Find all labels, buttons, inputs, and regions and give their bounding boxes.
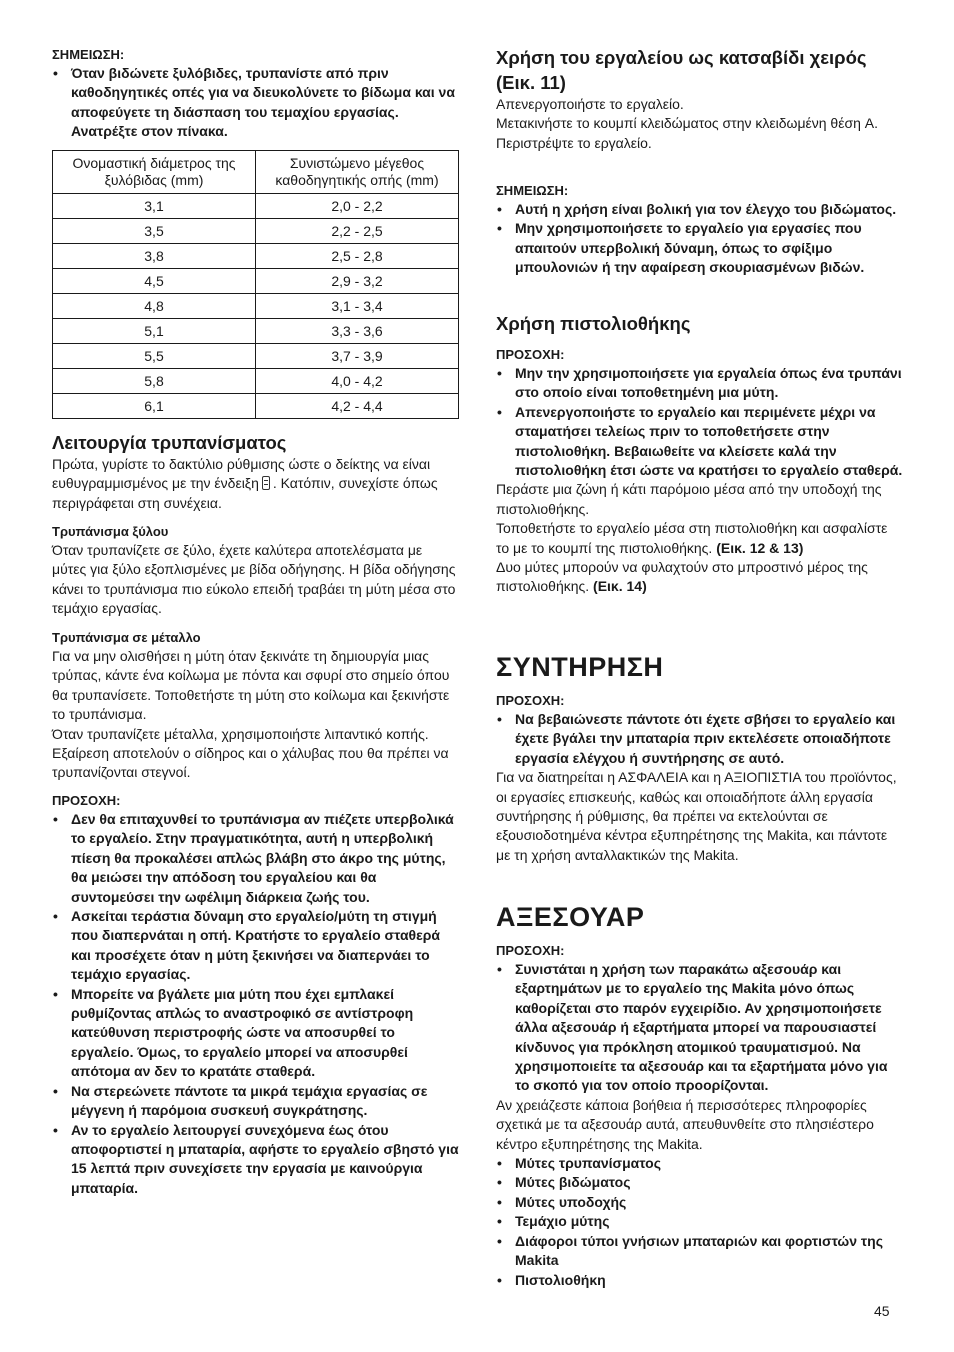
holster-caution-block	[496, 346, 903, 597]
drill-mode-icon	[262, 476, 270, 490]
table-row	[53, 344, 459, 369]
holster-title: Χρήση πιστολιοθήκης	[496, 313, 691, 334]
note-item: • Όταν βιδώνετε ξυλόβιδες, τρυπανίστε από πριν καθοδηγητικές οπές για να διευκολύνετε το βίδωμα και να αποφεύγετε τη διάσπαση του τεμαχίου εργασίας. Ανατρέξτε στον πίνακα.	[52, 64, 459, 142]
caution-list	[52, 810, 459, 1198]
table-header-screw-diameter: Ονομαστική διάμετρος της ξυλόβιδας (mm)	[53, 151, 256, 194]
holster-text-2	[496, 519, 903, 558]
table-header-pilot-hole: Συνιστώμενο μέγεθος καθοδηγητικής οπής (mm)	[256, 151, 459, 194]
accessories-list	[496, 1154, 903, 1290]
cell-pilot-hole: 3,1 - 3,4	[256, 294, 459, 319]
accessories-section	[496, 901, 903, 933]
cell-pilot-hole: 2,5 - 2,8	[256, 244, 459, 269]
drilling-caution-block	[52, 792, 459, 1198]
holster-text-3-body: Δυο μύτες μπορούν να φυλαχτούν στο μπροστινό μέρος της πιστολιοθήκης.	[496, 559, 868, 595]
metal-text-1: Για να μην ολισθήσει η μύτη όταν ξεκινάτε τη δημιουργία μιας τρύπας, κάντε ένα κοίλωμα με πόντα και σφυρί στο σημείο όπου θα τρυπανίσετε. Τοποθετήστε τη μύτη στο κοίλωμα και ξεκινήστε το τρυπάνισμα.	[52, 648, 450, 723]
caution-label: ΠΡΟΣΟΧΗ:	[496, 943, 565, 958]
metal-label: Τρυπάνισμα σε μέταλλο	[52, 630, 201, 645]
cell-pilot-hole: 2,2 - 2,5	[256, 219, 459, 244]
holster-text-2-body: Τοποθετήστε το εργαλείο μέσα στη πιστολιοθήκη και ασφαλίστε το με το κουμπί της πιστολιοθήκης.	[496, 520, 888, 556]
metal-drilling-block	[52, 629, 459, 783]
drilling-intro	[52, 455, 459, 513]
note-item: • Μην χρησιμοποιήσετε το εργαλείο για εργασίες που απαιτούν υπερβολική δύναμη, όπως το σφίξιμο μπουλονιών ή την αφαίρεση σκουριασμένων βιδών.	[496, 219, 903, 277]
accessory-item: • Διάφοροι τύποι γνήσιων μπαταριών και φορτιστών της Makita	[496, 1232, 903, 1271]
note-label: ΣΗΜΕΙΩΣΗ:	[496, 183, 569, 198]
caution-list	[496, 364, 903, 480]
maintenance-title: ΣΥΝΤΗΡΗΣΗ	[496, 652, 664, 682]
cell-screw-diameter: 5,1	[53, 319, 256, 344]
table-body	[53, 194, 459, 419]
pilot-hole-table-block	[52, 150, 459, 419]
screwdriver-note-block	[496, 182, 903, 278]
caution-item: • Να βεβαιώνεστε πάντοτε ότι έχετε σβήσει το εργαλείο και έχετε βγάλει την μπαταρία πριν εκτελέσετε οποιαδήποτε εργασία ελέγχου ή συντήρησης σε αυτό.	[496, 710, 903, 768]
maintenance-section	[496, 651, 903, 683]
drilling-intro-text-a: Πρώτα, γυρίστε το δακτύλιο ρύθμισης ώστε ο δείκτης να είναι ευθυγραμμισμένος με την ένδειξη	[52, 456, 431, 492]
metal-text-2: Όταν τρυπανίζετε μέταλλα, χρησιμοποιήστε λιπαντικό κοπής. Εξαίρεση αποτελούν ο σίδηρος και ο χάλυβας που θα πρέπει να τρυπανίζονται στεγνοί.	[52, 725, 449, 781]
cell-pilot-hole: 3,3 - 3,6	[256, 319, 459, 344]
cell-screw-diameter: 3,5	[53, 219, 256, 244]
drilling-section	[52, 430, 459, 513]
caution-item: • Μην την χρησιμοποιήσετε για εργαλεία όπως ένα τρυπάνι στο οποίο είναι τοποθετημένη μια μύτη.	[496, 364, 903, 403]
cell-pilot-hole: 2,0 - 2,2	[256, 194, 459, 219]
accessories-text: Αν χρειάζεστε κάποια βοήθεια ή περισσότερες πληροφορίες σχετικά με τα αξεσουάρ αυτά, απευθυνθείτε στο πλησιέστερο κέντρο εξυπηρέτησης της Makita.	[496, 1096, 874, 1152]
cell-screw-diameter: 4,8	[53, 294, 256, 319]
maintenance-text: Για να διατηρείται η ΑΣΦΑΛΕΙΑ και η ΑΞΙΟΠΙΣΤΙΑ του προϊόντος, οι εργασίες επισκευής, καθώς και οποιαδήποτε άλλη εργασία συντήρησης ή ρύθμισης, θα πρέπει να εκτελούνται σε εξουσιοδοτημένα κέντρα εξυπηρέτησης της Makita, και πάντοτε με τη χρήση ανταλλακτικών της Makita.	[496, 769, 897, 863]
accessory-item: • Μύτες τρυπανίσματος	[496, 1154, 903, 1173]
cell-screw-diameter: 4,5	[53, 269, 256, 294]
figure-ref: (Εικ. 14)	[593, 578, 647, 595]
caution-label: ΠΡΟΣΟΧΗ:	[496, 347, 565, 362]
holster-text-3	[496, 558, 903, 597]
caution-item: • Ασκείται τεράστια δύναμη στο εργαλείο/μύτη τη στιγμή που διαπερνάται η οπή. Κρατήστε το εργαλείο σταθερά και προσέχετε όταν η μύτη ξεκινήσει να διαπερνάει το τεμάχιο εργασίας.	[52, 907, 459, 985]
accessory-item: • Μύτες υποδοχής	[496, 1193, 903, 1212]
wood-text: Όταν τρυπανίζετε σε ξύλο, έχετε καλύτερα αποτελέσματα με μύτες για ξύλο εξοπλισμένες με βίδα οδήγησης. Η βίδα οδήγησης κάνει το τρυπάνισμα πιο εύκολο επειδή τραβάει τη μύτη μέσα στο τεμάχιο εργασίας.	[52, 542, 456, 617]
maintenance-caution-block	[496, 692, 903, 865]
accessory-item: • Μύτες βιδώματος	[496, 1173, 903, 1192]
pilot-hole-table	[52, 150, 459, 419]
table-header-row	[53, 151, 459, 194]
table-row	[53, 369, 459, 394]
caution-label: ΠΡΟΣΟΧΗ:	[496, 693, 565, 708]
table-row	[53, 294, 459, 319]
cell-pilot-hole: 3,7 - 3,9	[256, 344, 459, 369]
caution-item: • Συνιστάται η χρήση των παρακάτω αξεσουάρ και εξαρτημάτων με το εργαλείο της Makita μόνο όπως καθορίζεται στο παρόν εγχειρίδιο. Αν χρησιμοποιήσετε άλλα αξεσουάρ ή εξαρτήματα μπορεί να παρουσιαστεί κίνδυνος για πρόκληση ατομικού τραυματισμού. Να χρησιμοποιείτε τα αξεσουάρ και τα εξαρτήματα μόνο για το σκοπό για τον οποίο προορίζονται.	[496, 960, 903, 1096]
note-label: ΣΗΜΕΙΩΣΗ:	[52, 47, 125, 62]
caution-item: • Να στερεώνετε πάντοτε τα μικρά τεμάχια εργασίας σε μέγγενη ή παρόμοια συσκευή συγκράτησης.	[52, 1082, 459, 1121]
caution-item: • Αν το εργαλείο λειτουργεί συνεχόμενα έως ότου αποφορτιστεί η μπαταρία, αφήστε το εργαλείο σβηστό για 15 λεπτά πριν συνεχίσετε την εργασία με καινούργια μπαταρία.	[52, 1121, 459, 1199]
caution-list	[496, 710, 903, 768]
drilling-intro-text-b: . Κατόπιν, συνεχίστε όπως περιγράφεται στη συνέχεια.	[52, 475, 438, 511]
table-row	[53, 394, 459, 419]
cell-screw-diameter: 3,8	[53, 244, 256, 269]
cell-screw-diameter: 3,1	[53, 194, 256, 219]
table-row	[53, 219, 459, 244]
caution-list	[496, 960, 903, 1096]
table-row	[53, 269, 459, 294]
caution-item: • Απενεργοποιήστε το εργαλείο και περιμένετε μέχρι να σταματήσει τελείως πριν το τοποθετήσετε στην πιστολιοθήκη. Βεβαιωθείτε να κλείσετε καλά την πιστολιοθήκη έτσι ώστε να κρατήσει το εργαλείο σταθερά.	[496, 403, 903, 481]
cell-screw-diameter: 5,8	[53, 369, 256, 394]
screwdriver-title: Χρήση του εργαλείου ως κατσαβίδι χειρός (Εικ. 11)	[496, 47, 867, 93]
holster-text-1: Περάστε μια ζώνη ή κάτι παρόμοιο μέσα από την υποδοχή της πιστολιοθήκης.	[496, 481, 882, 517]
screwdriver-line: Μετακινήστε το κουμπί κλειδώματος στην κλειδωμένη θέση A.	[496, 115, 878, 132]
wood-label: Τρυπάνισμα ξύλου	[52, 524, 169, 539]
note-block	[52, 46, 459, 142]
caution-label: ΠΡΟΣΟΧΗ:	[52, 793, 121, 808]
accessory-item: • Τεμάχιο μύτης	[496, 1212, 903, 1231]
drilling-title: Λειτουργία τρυπανίσματος	[52, 432, 287, 453]
cell-screw-diameter: 6,1	[53, 394, 256, 419]
caution-item: • Δεν θα επιταχυνθεί το τρυπάνισμα αν πιέζετε υπερβολικά το εργαλείο. Στην πραγματικότητα, αυτή η υπερβολική πίεση θα προκαλέσει απλώς βλάβη στο άκρο της μύτης, θα μειώσει την απόδοση του εργαλείου και θα συντομεύσει την ωφέλιμη διάρκεια ζωής του.	[52, 810, 459, 907]
cell-screw-diameter: 5,5	[53, 344, 256, 369]
table-row	[53, 319, 459, 344]
accessories-title: ΑΞΕΣΟΥΑΡ	[496, 902, 645, 932]
caution-item: • Μπορείτε να βγάλετε μια μύτη που έχει εμπλακεί ρυθμίζοντας απλώς το αναστροφικό σε αντίστροφη κατεύθυνση περιστροφής ώστε να αποσυρθεί το εργαλείο. Όμως, το εργαλείο μπορεί να αποσυρθεί απότομα αν δεν το κρατάτε σταθερά.	[52, 985, 459, 1082]
page-number: 45	[874, 1303, 890, 1319]
screwdriver-line: Περιστρέψτε το εργαλείο.	[496, 134, 652, 151]
note-item: • Αυτή η χρήση είναι βολική για τον έλεγχο του βιδώματος.	[496, 200, 903, 219]
screwdriver-line: Απενεργοποιήστε το εργαλείο.	[496, 96, 684, 112]
figure-ref: (Εικ. 12 & 13)	[716, 539, 804, 556]
note-list	[52, 64, 459, 142]
holster-section	[496, 311, 903, 336]
note-list	[496, 200, 903, 278]
accessory-item: • Πιστολιοθήκη	[496, 1271, 903, 1290]
table-row	[53, 244, 459, 269]
screwdriver-section	[496, 45, 903, 153]
table-row	[53, 194, 459, 219]
wood-drilling-block	[52, 523, 459, 619]
cell-pilot-hole: 4,2 - 4,4	[256, 394, 459, 419]
accessories-caution-block	[496, 942, 903, 1290]
cell-pilot-hole: 4,0 - 4,2	[256, 369, 459, 394]
cell-pilot-hole: 2,9 - 3,2	[256, 269, 459, 294]
